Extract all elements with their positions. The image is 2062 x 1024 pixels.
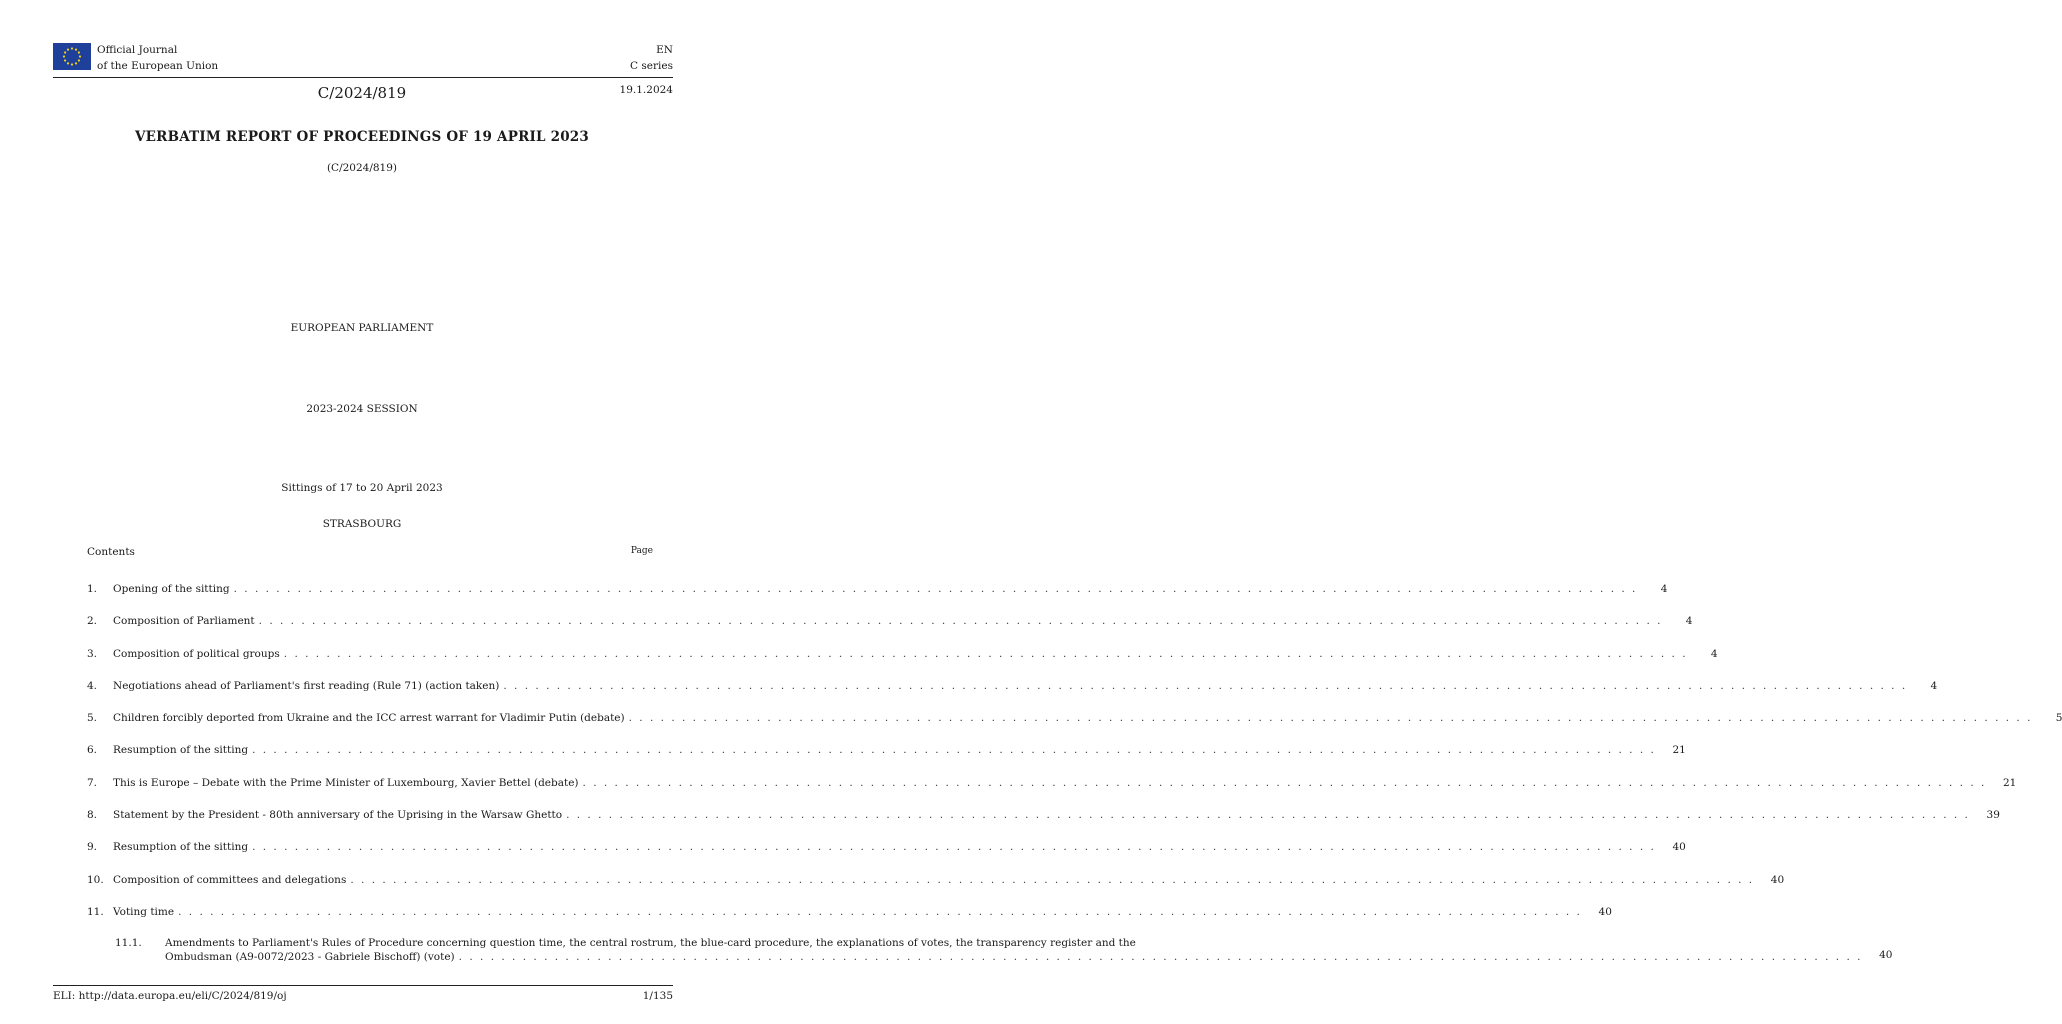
toc-item-number: 6. bbox=[87, 744, 98, 756]
toc-item-number: 10. bbox=[87, 874, 104, 886]
toc-subitem-number: 11.1. bbox=[115, 937, 142, 949]
dot-leader bbox=[284, 648, 1688, 660]
sittings-label: Sittings of 17 to 20 April 2023 bbox=[281, 482, 443, 494]
toc-item[interactable] bbox=[87, 712, 2062, 724]
institution-name: EUROPEAN PARLIAMENT bbox=[290, 322, 434, 334]
journal-title-line2: of the European Union bbox=[97, 59, 219, 72]
toc-item-number: 9. bbox=[87, 841, 98, 853]
dot-leader bbox=[252, 744, 1656, 756]
toc-item[interactable] bbox=[87, 906, 1612, 918]
toc-item-label: Resumption of the sitting bbox=[113, 841, 249, 853]
toc-item-page: 21 bbox=[2002, 777, 2017, 789]
series-label: C series bbox=[630, 59, 673, 72]
dot-leader bbox=[459, 951, 1863, 965]
publication-date: 19.1.2024 bbox=[619, 84, 673, 96]
toc-item-number: 2. bbox=[87, 615, 98, 627]
dot-leader bbox=[252, 841, 1656, 853]
toc-item-number: 8. bbox=[87, 809, 98, 821]
toc-subitem[interactable] bbox=[115, 937, 1893, 964]
toc-item-label: Resumption of the sitting bbox=[113, 744, 249, 756]
toc-item-label: Composition of Parliament bbox=[113, 615, 255, 627]
dot-leader bbox=[234, 583, 1638, 595]
toc-item[interactable] bbox=[87, 777, 2017, 789]
toc-item-number: 1. bbox=[87, 583, 98, 595]
toc-subitem-text-end: Ombudsman (A9-0072/2023 - Gabriele Bischoff) (vote) bbox=[165, 950, 455, 963]
footer-divider bbox=[53, 985, 673, 986]
toc-subitem-page: 40 bbox=[1879, 948, 1893, 961]
location-label: STRASBOURG bbox=[322, 518, 402, 530]
session-label: 2023-2024 SESSION bbox=[306, 403, 418, 415]
toc-item[interactable] bbox=[87, 680, 1938, 692]
dot-leader bbox=[350, 874, 1754, 886]
toc-item-page: 40 bbox=[1770, 874, 1785, 886]
header-meta bbox=[630, 43, 673, 74]
toc-item-page: 40 bbox=[1598, 906, 1612, 918]
dot-leader bbox=[583, 777, 1987, 789]
toc-item-label: Statement by the President - 80th anniversary of the Uprising in the Warsaw Ghetto bbox=[113, 809, 563, 821]
page-counter: 1/135 bbox=[642, 990, 673, 1002]
toc-item-label: Composition of political groups bbox=[113, 648, 280, 660]
toc-item-page: 21 bbox=[1672, 744, 1686, 756]
toc-item-label: Composition of committees and delegations bbox=[113, 874, 347, 886]
toc-item-number: 4. bbox=[87, 680, 98, 692]
toc-item-label: Voting time bbox=[113, 906, 175, 918]
dot-leader bbox=[503, 680, 1907, 692]
toc-item-number: 11. bbox=[87, 906, 104, 918]
toc-item[interactable] bbox=[87, 648, 1718, 660]
toc-item[interactable] bbox=[87, 841, 1686, 853]
report-subtitle: (C/2024/819) bbox=[326, 162, 398, 174]
toc-item[interactable] bbox=[87, 583, 1668, 595]
toc-item-page: 40 bbox=[1672, 841, 1686, 853]
header-divider bbox=[53, 77, 673, 78]
dot-leader bbox=[259, 615, 1663, 627]
journal-title-line1: Official Journal bbox=[97, 44, 178, 56]
page-column-heading: Page bbox=[630, 546, 653, 556]
eu-flag-icon bbox=[53, 43, 91, 70]
toc-item-label: Children forcibly deported from Ukraine and the ICC arrest warrant for Vladimir Putin (debate) bbox=[113, 712, 625, 724]
toc-item-label: Negotiations ahead of Parliament's first reading (Rule 71) (action taken) bbox=[113, 680, 500, 692]
document-number: C/2024/819 bbox=[317, 84, 407, 102]
dot-leader bbox=[629, 712, 2033, 724]
toc-item-page: 4 bbox=[1930, 680, 1938, 692]
toc-subitem-text: Amendments to Parliament's Rules of Procedure concerning question time, the central rostrum, the blue-card procedure, the explanations of votes, the transparency register and the bbox=[165, 937, 1136, 949]
contents-heading: Contents bbox=[87, 546, 135, 558]
toc-item-number: 7. bbox=[87, 777, 98, 789]
language-code: EN bbox=[656, 44, 673, 56]
toc-item-number: 3. bbox=[87, 648, 98, 660]
eli-link[interactable]: ELI: http://data.europa.eu/eli/C/2024/819/oj bbox=[53, 990, 287, 1002]
toc-item-page: 4 bbox=[1710, 648, 1718, 660]
toc-item[interactable] bbox=[87, 874, 1785, 886]
toc-item-label: Opening of the sitting bbox=[113, 583, 230, 595]
toc-item-page: 4 bbox=[1685, 615, 1693, 627]
dot-leader bbox=[566, 809, 1970, 821]
toc-item[interactable] bbox=[87, 744, 1686, 756]
report-title: VERBATIM REPORT OF PROCEEDINGS OF 19 APRIL 2023 bbox=[135, 129, 589, 145]
toc-item-page: 39 bbox=[1986, 809, 2000, 821]
toc-item[interactable] bbox=[87, 615, 1693, 627]
dot-leader bbox=[178, 906, 1582, 918]
toc-item-number: 5. bbox=[87, 712, 98, 724]
journal-title bbox=[97, 43, 218, 74]
toc-item[interactable] bbox=[87, 809, 2000, 821]
toc-item-page: 5 bbox=[2055, 712, 2062, 724]
toc-item-label: This is Europe – Debate with the Prime Minister of Luxembourg, Xavier Bettel (debate) bbox=[113, 777, 579, 789]
toc-item-page: 4 bbox=[1660, 583, 1668, 595]
